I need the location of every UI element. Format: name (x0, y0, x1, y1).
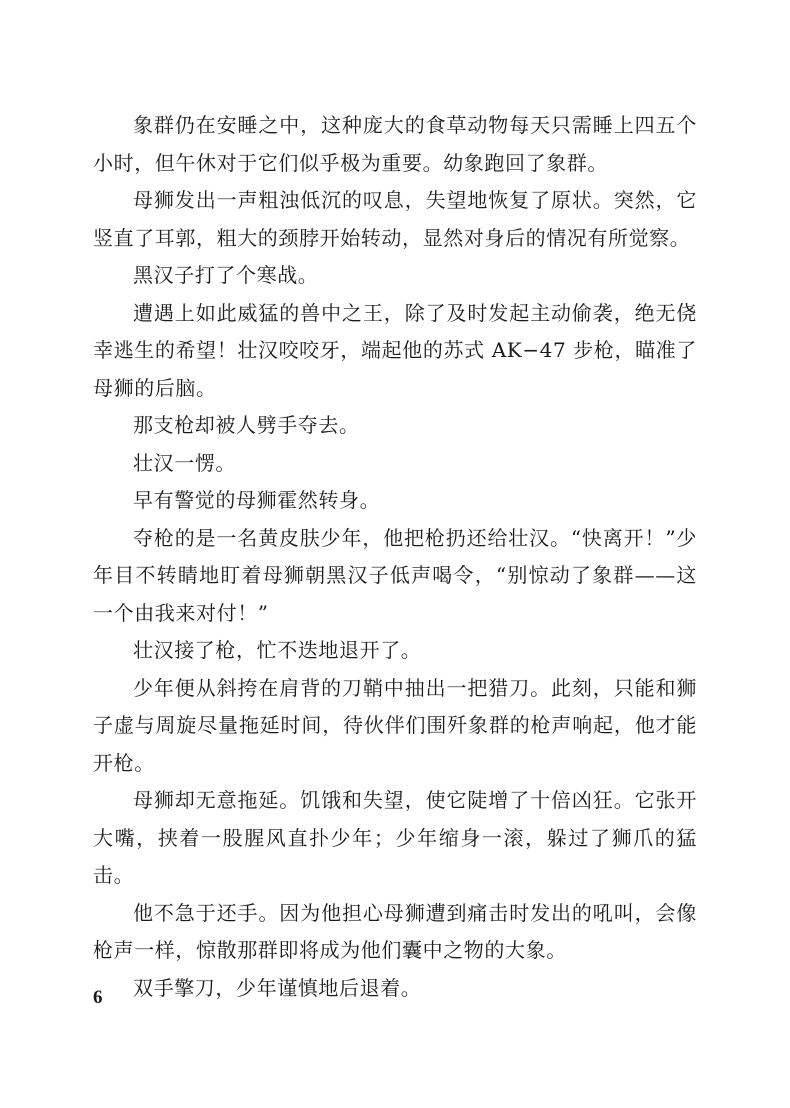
paragraph: 夺枪的是一名黄皮肤少年，他把枪扔还给壮汉。“快离开！”少年目不转睛地盯着母狮朝黑汉子低声喝令，“别惊动了象群——这一个由我来对付！” (93, 525, 697, 625)
body-text (93, 107, 697, 1007)
paragraph: 壮汉一愣。 (133, 450, 236, 475)
paragraph: 壮汉接了枪，忙不迭地退开了。 (133, 638, 422, 662)
paragraph: 少年便从斜挎在肩背的刀鞘中抽出一把猎刀。此刻，只能和狮子虚与周旋尽量拖延时间，待伙伴们围歼象群的枪声响起，他才能开枪。 (93, 675, 697, 775)
paragraph: 象群仍在安睡之中，这种庞大的食草动物每天只需睡上四五个小时，但午休对于它们似乎极为重要。幼象跑回了象群。 (93, 113, 697, 175)
page-number: 6 (93, 987, 103, 1008)
paragraph: 那支枪却被人劈手夺去。 (133, 413, 360, 437)
paragraph: 母狮却无意拖延。饥饿和失望，使它陡增了十倍凶狂。它张开大嘴，挟着一股腥风直扑少年；少年缩身一滚，躲过了狮爪的猛击。 (93, 788, 697, 887)
paragraph: 他不急于还手。因为他担心母狮遭到痛击时发出的吼叫，会像枪声一样，惊散那群即将成为他们囊中之物的大象。 (93, 900, 697, 962)
paragraph: 双手擎刀，少年谨慎地后退着。 (133, 975, 422, 1000)
paragraph: 遭遇上如此威猛的兽中之王，除了及时发起主动偷袭，绝无侥幸逃生的希望！壮汉咬咬牙，端起他的苏式 AK−47 步枪，瞄准了母狮的后脑。 (93, 300, 697, 400)
paragraph: 早有警觉的母狮霍然转身。 (133, 488, 381, 512)
paragraph: 黑汉子打了个寒战。 (133, 263, 319, 287)
paragraph: 母狮发出一声粗浊低沉的叹息，失望地恢复了原状。突然，它竖直了耳郭，粗大的颈脖开始转动，显然对身后的情况有所觉察。 (93, 188, 697, 250)
